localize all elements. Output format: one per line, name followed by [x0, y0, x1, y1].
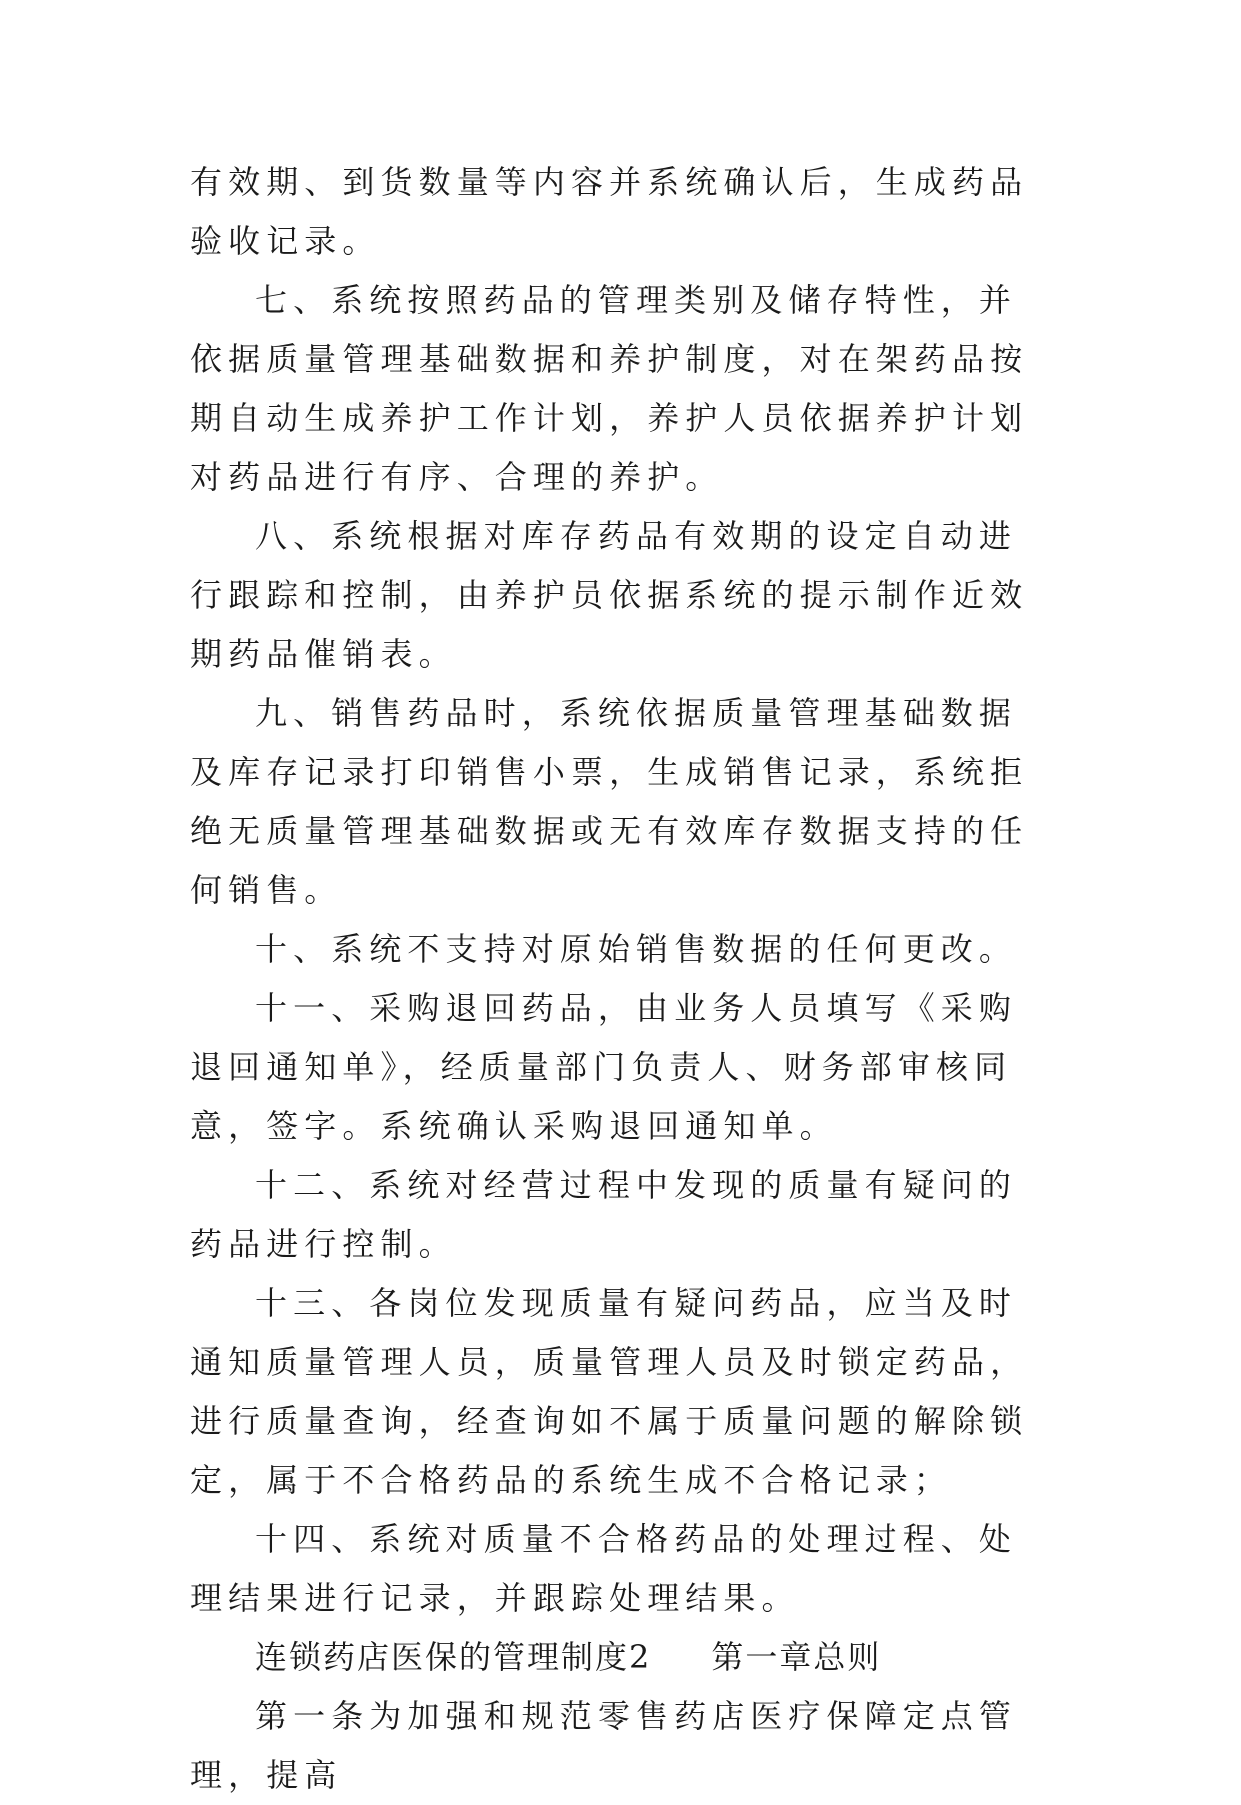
paragraph-item-8: 八、系统根据对库存药品有效期的设定自动进行跟踪和控制，由养护员依据系统的提示制作近效期药品催销表。 [190, 517, 1029, 673]
document-body [190, 153, 1052, 1805]
paragraph-item-10: 十、系统不支持对原始销售数据的任何更改。 [255, 930, 1018, 968]
paragraph-item-11: 十一、采购退回药品，由业务人员填写《采购退回通知单》，经质量部门负责人、财务部审核同意，签字。系统确认采购退回通知单。 [190, 989, 1018, 1145]
section-heading [190, 1628, 1052, 1687]
paragraph-article-1: 第一条为加强和规范零售药店医疗保障定点管理，提高 [190, 1697, 1018, 1794]
paragraph-item-9: 九、销售药品时，系统依据质量管理基础数据及库存记录打印销售小票，生成销售记录，系统拒绝无质量管理基础数据或无有效库存数据支持的任何销售。 [190, 694, 1029, 909]
paragraph-item-12: 十二、系统对经营过程中发现的质量有疑问的药品进行控制。 [190, 1166, 1018, 1263]
paragraph-item-14: 十四、系统对质量不合格药品的处理过程、处理结果进行记录，并跟踪处理结果。 [190, 1520, 1018, 1617]
section-title: 连锁药店医保的管理制度2 [255, 1638, 652, 1676]
paragraph-item-13: 十三、各岗位发现质量有疑问药品，应当及时通知质量管理人员，质量管理人员及时锁定药品，进行质量查询，经查询如不属于质量问题的解除锁定，属于不合格药品的系统生成不合格记录； [190, 1284, 1029, 1499]
chapter-title: 第一章总则 [711, 1638, 882, 1676]
paragraph-continuation: 有效期、到货数量等内容并系统确认后，生成药品验收记录。 [190, 163, 1029, 260]
paragraph-item-7: 七、系统按照药品的管理类别及储存特性，并依据质量管理基础数据和养护制度，对在架药品按期自动生成养护工作计划，养护人员依据养护计划对药品进行有序、合理的养护。 [190, 281, 1029, 496]
